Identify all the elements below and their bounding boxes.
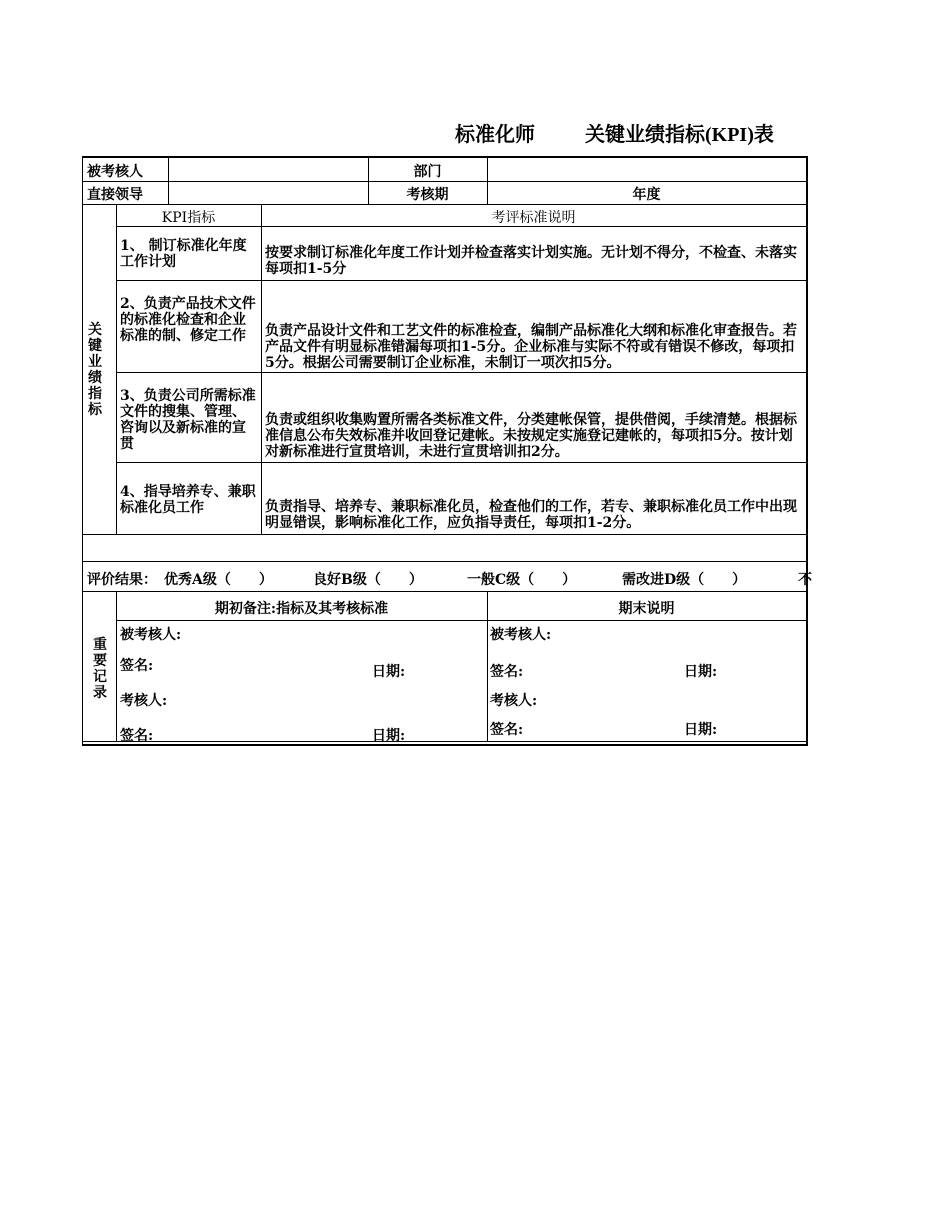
kpi-col-indicator: KPI指标 [161, 210, 216, 226]
evaluation-grade-c[interactable]: 一般C级（ ） [467, 572, 577, 588]
title-role: 标准化师 [455, 124, 535, 146]
left-date-label-2: 日期: [372, 728, 406, 744]
evaluation-grade-b[interactable]: 良好B级（ ） [313, 572, 423, 588]
left-sign-label-1: 签名: [120, 658, 154, 674]
kpi-criteria-3: 负责或组织收集购置所需各类标准文件，分类建帐保管，提供借阅，手续清楚。根据标准信息公布失效标准并收回登记建帐。未按规定实施登记建帐的，每项扣5分。按计划对新标准进行宣贯培训，未进行宣贯培训扣2分。 [265, 412, 797, 460]
period-label: 考核期 [406, 187, 449, 203]
dept-label: 部门 [413, 164, 442, 180]
left-sign-label-2: 签名: [120, 728, 154, 744]
evaluation-grade-d[interactable]: 需改进D级（ ） [622, 572, 747, 588]
left-date-label-1: 日期: [372, 664, 406, 680]
kpi-indicator-4: 4、指导培养专、兼职标准化员工作 [120, 484, 256, 516]
kpi-indicator-1: 1、 制订标准化年度工作计划 [120, 238, 247, 270]
kpi-col-criteria: 考评标准说明 [491, 210, 576, 226]
page-title: 关键业绩指标(KPI)表 [585, 124, 774, 146]
kpi-indicator-2: 2、负责产品技术文件的标准化检查和企业标准的制、修定工作 [120, 296, 256, 344]
records-section-label: 重要记录 [93, 637, 107, 701]
records-right-header: 期末说明 [618, 601, 675, 617]
examinee-label: 被考核人 [87, 164, 143, 180]
left-examinee-label: 被考核人: [120, 627, 182, 643]
leader-label: 直接领导 [87, 187, 143, 203]
kpi-section-label: 关键业绩指标 [88, 322, 102, 418]
records-left-header: 期初备注:指标及其考核标准 [214, 601, 389, 617]
right-date-label-1: 日期: [684, 664, 718, 680]
right-examinee-label: 被考核人: [490, 627, 552, 643]
right-examiner-label: 考核人: [490, 693, 538, 709]
kpi-indicator-3: 3、负责公司所需标准文件的搜集、管理、咨询以及新标准的宣贯 [120, 388, 256, 452]
evaluation-grade-e-clipped: 不 [798, 572, 812, 588]
period-value[interactable]: 年度 [632, 187, 661, 203]
kpi-criteria-2: 负责产品设计文件和工艺文件的标准检查，编制产品标准化大纲和标准化审查报告。若产品文件有明显标准错漏每项扣1-5分。企业标准与实际不符或有错误不修改，每项扣5分。根据公司需要制订企业标准，未制订一项次扣5分。 [265, 323, 797, 371]
kpi-criteria-1: 按要求制订标准化年度工作计划并检查落实计划实施。无计划不得分，不检查、未落实每项扣1-5分 [265, 245, 797, 277]
evaluation-label: 评价结果： [87, 572, 157, 588]
evaluation-grade-a[interactable]: 优秀A级（ ） [164, 572, 273, 588]
kpi-criteria-4: 负责指导、培养专、兼职标准化员，检查他们的工作，若专、兼职标准化员工作中出现明显错误，影响标准化工作，应负指导责任，每项扣1-2分。 [265, 499, 797, 531]
right-sign-label-1: 签名: [490, 664, 524, 680]
right-date-label-2: 日期: [684, 722, 718, 738]
right-sign-label-2: 签名: [490, 722, 524, 738]
left-examiner-label: 考核人: [120, 693, 168, 709]
